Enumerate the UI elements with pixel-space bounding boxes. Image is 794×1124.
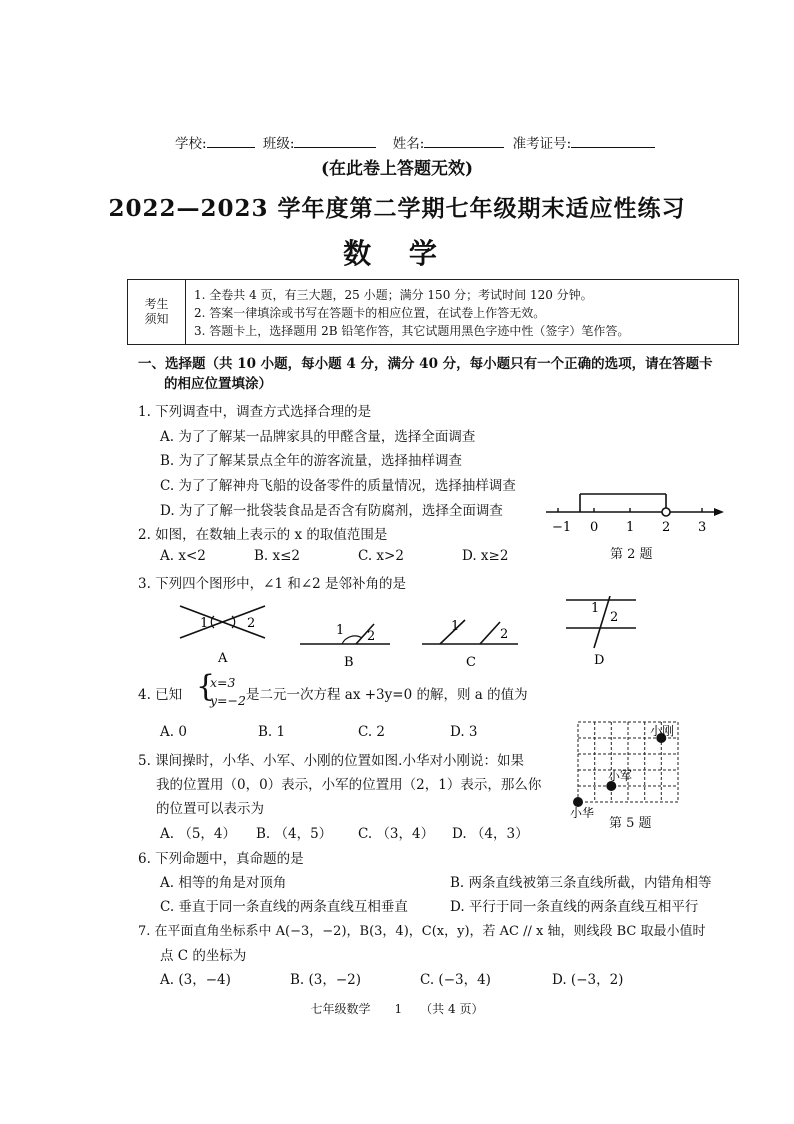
q6-option-b: B. 两条直线被第三条直线所截，内错角相等 [450, 875, 712, 891]
q5-option-a: A. （5，4） [160, 826, 237, 842]
q7-option-b: B. (3，−2) [290, 972, 362, 988]
q4-stem [138, 683, 182, 703]
q5-grid-figure [568, 718, 688, 818]
q4-prefix: 4. 已知 [138, 687, 183, 703]
school-label: 学校: [175, 136, 207, 152]
figure-label: C [466, 655, 476, 668]
notice-label-line1: 考生 [144, 297, 169, 311]
q3-figures [170, 596, 650, 668]
q4-option-c: C. 2 [358, 724, 386, 740]
open-circle-marker [662, 508, 670, 516]
notice-item: 2. 答案一律填涂或书写在答题卡的相应位置，在试卷上作答无效。 [194, 306, 546, 320]
label-xiaojun: 小军 [608, 769, 633, 783]
q7-option-a: A. (3，−4) [160, 972, 231, 988]
label-xiaogang: 小刚 [650, 724, 675, 738]
q7-option-d: D. (−3，2) [552, 972, 624, 988]
q1-option-c: C. 为了了解神舟飞船的设备零件的质量情况，选择抽样调查 [160, 478, 516, 494]
exam-info-line [175, 132, 675, 152]
q2-option-b: B. x≤2 [254, 548, 301, 564]
invalid-note: (在此卷上答题无效) [320, 159, 474, 179]
class-blank [294, 135, 376, 148]
section-heading-line1: 一、选择题（共 10 小题，每小题 4 分，满分 40 分，每小题只有一个正确的选项，请在答题卡 [138, 356, 713, 372]
angle-label: 2 [500, 627, 509, 642]
q4-option-d: D. 3 [450, 724, 478, 740]
q1-option-d: D. 为了了解一批袋装食品是否含有防腐剂，选择全面调查 [160, 503, 503, 519]
angle-label: 1 [200, 616, 209, 631]
q3-figure-b [300, 623, 390, 668]
page-footer: 七年级数学 1 （共 4 页） [310, 1002, 484, 1016]
q5-caption: 第 5 题 [609, 816, 652, 831]
q4-suffix: 是二元一次方程 ax +3y=0 的解，则 a 的值为 [246, 687, 528, 703]
class-label: 班级: [262, 136, 295, 152]
notice-item: 3. 答题卡上，选择题用 2B 铅笔作答，其它试题用黑色字迹中性（签字）笔作答。 [194, 324, 630, 338]
tick-label: −1 [552, 520, 572, 535]
q5-line2: 我的位置用（0，0）表示，小军的位置用（2，1）表示，那么你 [156, 777, 542, 793]
q7-line2: 点 C 的坐标为 [160, 948, 247, 964]
q7-option-c: C. (−3，4) [420, 972, 491, 988]
equation-system [210, 674, 246, 710]
tick-label: 2 [662, 520, 671, 535]
name-blank [424, 135, 504, 148]
q5-option-b: B. （4，5） [256, 826, 333, 842]
q4-option-a: A. 0 [160, 724, 187, 740]
q3-figure-c [422, 619, 518, 668]
name-label: 姓名: [392, 136, 425, 152]
label-xiaohua: 小华 [570, 806, 595, 818]
equation-1: x=3 [210, 675, 236, 690]
q2-caption: 第 2 题 [610, 547, 653, 562]
figure-label: B [344, 655, 354, 668]
notice-item: 1. 全卷共 4 页，有三大题，25 小题；满分 150 分；考试时间 120 分钟。 [194, 288, 593, 302]
q3-stem: 3. 下列四个图形中，∠1 和∠2 是邻补角的是 [138, 576, 407, 592]
section-heading [138, 354, 738, 394]
exam-title: 2022—2023 学年度第二学期七年级期末适应性练习 [108, 195, 686, 222]
q3-figure-a [180, 606, 265, 666]
tick-label: 0 [590, 520, 599, 535]
q5-option-d: D. （4，3） [452, 826, 529, 842]
equation-2: y=−2 [210, 693, 246, 708]
figure-label: A [218, 651, 228, 666]
brace-symbol: { [196, 669, 216, 704]
q6-option-d: D. 平行于同一条直线的两条直线互相平行 [450, 899, 699, 915]
exam-no-label: 准考证号: [512, 136, 572, 152]
q1-stem: 1. 下列调查中，调查方式选择合理的是 [138, 404, 372, 420]
q5-line3: 的位置可以表示为 [156, 801, 264, 817]
angle-label: 2 [610, 610, 619, 625]
angle-label: 1 [451, 619, 460, 634]
notice-label [128, 280, 186, 344]
q6-option-a: A. 相等的角是对顶角 [160, 875, 287, 891]
axis-arrow [714, 508, 724, 516]
section-heading-line2: 的相应位置填涂） [164, 376, 272, 392]
subject-title: 数 学 [343, 237, 451, 270]
notice-label-line2: 须知 [144, 312, 169, 326]
q5-line1: 5. 课间操时，小华、小军、小刚的位置如图.小华对小刚说：如果 [138, 753, 524, 769]
q6-stem: 6. 下列命题中，真命题的是 [138, 851, 304, 867]
q1-option-b: B. 为了了解某景点全年的游客流量，选择抽样调查 [160, 453, 463, 469]
exam-no-blank [571, 135, 655, 148]
angle-label: 2 [247, 616, 256, 631]
q7-line1: 7. 在平面直角坐标系中 A(−3，−2)，B(3，4)，C(x，y)，若 AC // x 轴，则线段 BC 取最小值时 [138, 924, 706, 939]
angle-label: 1 [591, 601, 600, 616]
notice-items [194, 286, 629, 340]
angle-label: 1 [336, 623, 345, 638]
q4-option-b: B. 1 [258, 724, 286, 740]
tick-label: 1 [626, 520, 635, 535]
angle-label: 2 [367, 629, 376, 644]
q6-option-c: C. 垂直于同一条直线的两条直线互相垂直 [160, 899, 408, 915]
q2-option-d: D. x≥2 [462, 548, 509, 564]
q2-stem: 2. 如图，在数轴上表示的 x 的取值范围是 [138, 527, 388, 543]
candidate-notice-box [127, 279, 739, 345]
q3-figure-d [566, 596, 636, 668]
q1-option-a: A. 为了了解某一品牌家具的甲醛含量，选择全面调查 [160, 429, 476, 445]
q2-option-a: A. x<2 [160, 548, 206, 564]
school-blank [207, 135, 255, 148]
q2-option-c: C. x>2 [358, 548, 404, 564]
q5-option-c: C. （3，4） [358, 826, 435, 842]
figure-label: D [594, 653, 605, 668]
tick-label: 3 [698, 520, 707, 535]
